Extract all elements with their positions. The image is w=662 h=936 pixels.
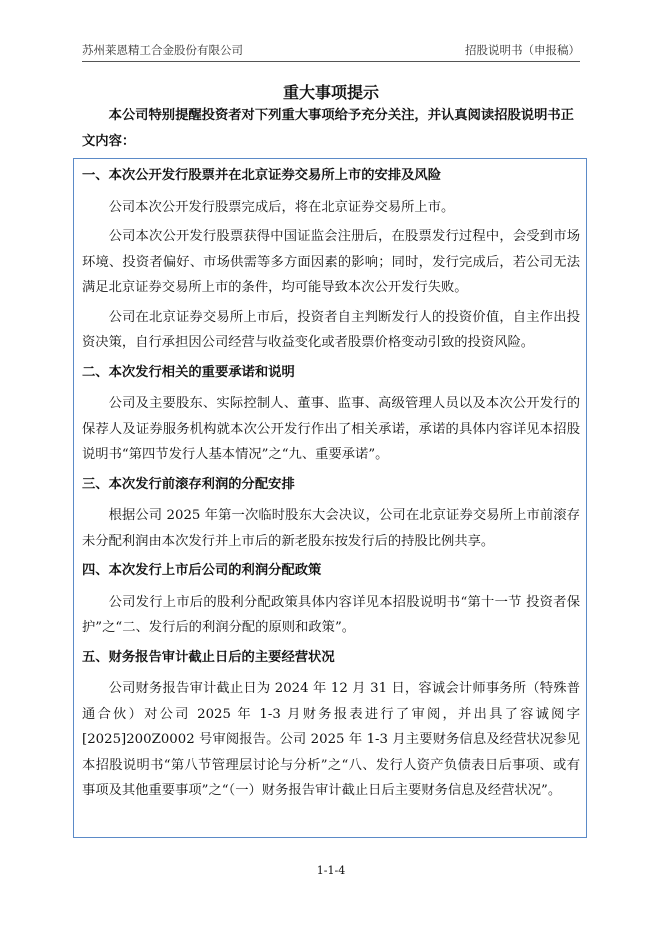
section-paragraph: 公司本次公开发行股票完成后，将在北京证券交易所上市。 xyxy=(108,199,455,215)
section-heading: 一、本次公开发行股票并在北京证券交易所上市的安排及风险 xyxy=(82,168,442,183)
section-paragraph: 公司在北京证券交易所上市后，投资者自主判断发行人的投资价值，自主作出投资决策，自行承担因公司经营与收益变化或者股票价格变动引致的投资风险。 xyxy=(82,309,580,350)
header-company-name: 苏州莱恩精工合金股份有限公司 xyxy=(82,43,243,57)
header-document-type: 招股说明书（申报稿） xyxy=(465,43,580,57)
section-paragraph: 根据公司 2025 年第一次临时股东大会决议，公司在北京证券交易所上市前滚存未分配利润由本次发行并上市后的新老股东按发行后的持股比例共享。 xyxy=(82,508,580,549)
section-heading: 五、财务报告审计截止日后的主要经营状况 xyxy=(82,649,335,665)
section-heading: 二、本次发行相关的重要承诺和说明 xyxy=(82,364,295,380)
header-rule xyxy=(82,61,580,62)
section-paragraph: 公司发行上市后的股利分配政策具体内容详见本招股说明书“第十一节 投资者保护”之“二、发行后的利润分配的原则和政策”。 xyxy=(82,594,580,635)
section-3 xyxy=(82,472,580,555)
section-heading: 四、本次发行上市后公司的利润分配政策 xyxy=(82,563,322,578)
page-number: 1-1-4 xyxy=(316,864,346,877)
section-paragraph: 公司本次公开发行股票获得中国证监会注册后，在股票发行过程中，会受到市场环境、投资者偏好、市场供需等多方面因素的影响；同时，发行完成后，若公司无法满足北京证券交易所上市的条件，均可能导致本次公开发行失败。 xyxy=(82,229,580,295)
section-heading: 三、本次发行前滚存利润的分配安排 xyxy=(82,476,295,492)
notice-content xyxy=(82,160,580,808)
section-paragraph: 公司财务报告审计截止日为 2024 年 12 月 31 日，容诚会计师事务所（特殊普通合伙）对公司 2025 年 1-3 月财务报表进行了审阅，并出具了容诚阅字[2025]200Z0002 号审阅报告。公司 2025 年 1-3 月主要财务信息及经营状况参见本招股说明书“第八节管理层讨论与分析”之“八、发行人资产负债表日后事项、或有事项及其他重要事项”之“（一）财务报告审计截止日后主要财务信息及经营状况”。 xyxy=(82,681,580,798)
document-title: 重大事项提示 xyxy=(282,83,379,102)
section-1 xyxy=(82,163,580,356)
page-header xyxy=(82,40,580,58)
section-4 xyxy=(82,558,580,641)
intro-paragraph: 本公司特别提醒投资者对下列重大事项给予充分关注，并认真阅读招股说明书正文内容： xyxy=(82,108,574,149)
section-2 xyxy=(82,360,580,468)
section-5 xyxy=(82,645,580,804)
section-paragraph: 公司及主要股东、实际控制人、董事、监事、高级管理人员以及本次公开发行的保荐人及证券服务机构就本次公开发行作出了相关承诺，承诺的具体内容详见本招股说明书“第四节发行人基本情况”之“九、重要承诺”。 xyxy=(82,396,580,462)
